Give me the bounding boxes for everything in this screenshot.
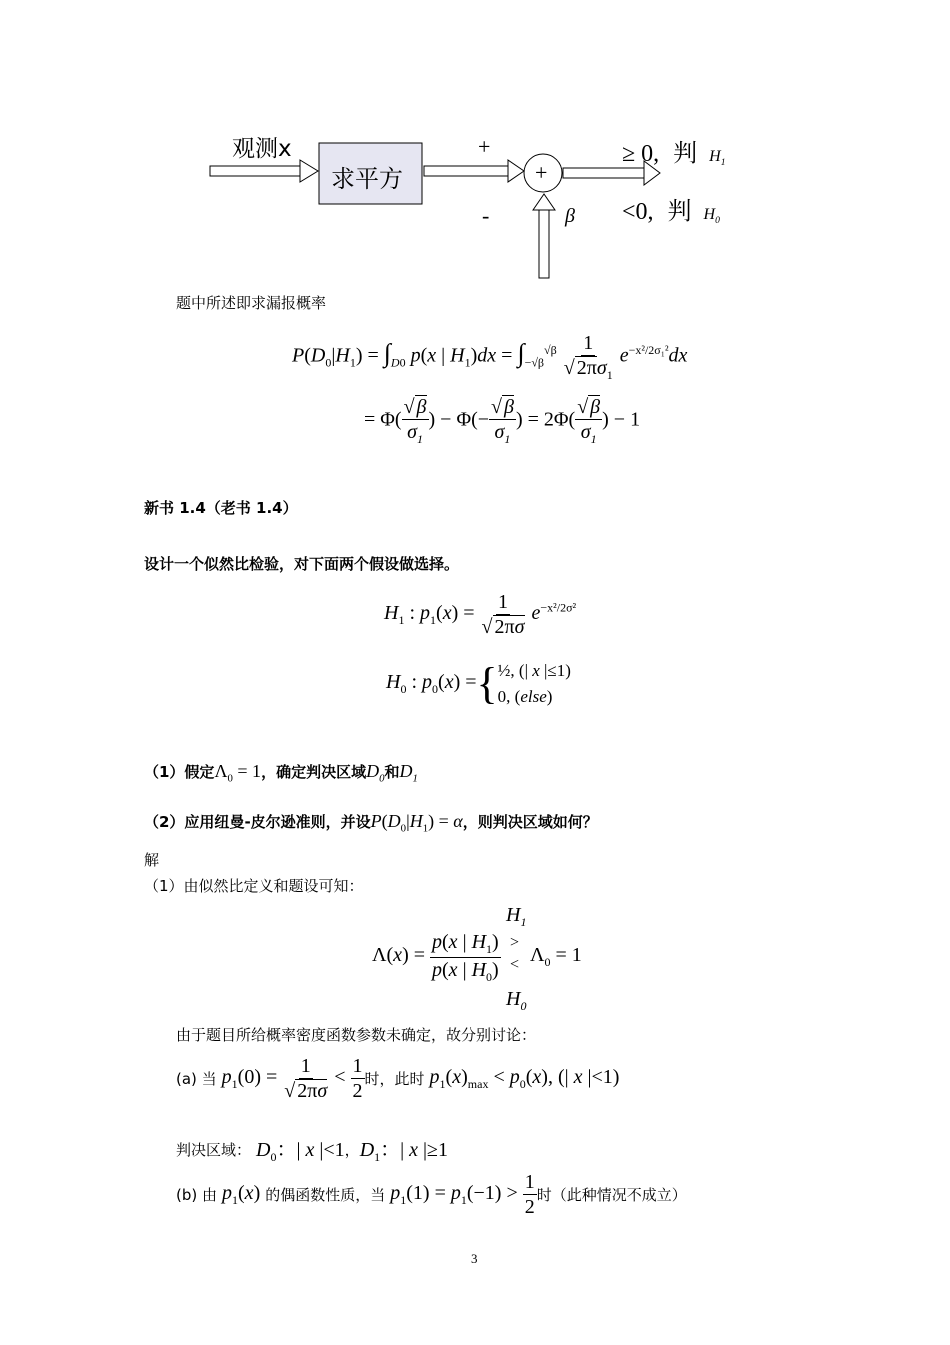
beta-arrow <box>533 194 555 278</box>
likelihood-ratio-eq: $H_1$ Λ(x) = $\frac{p(x | H_1)}{p(x | H_0)}$ > < $\Lambda_0 = 1$ $H_0$ <box>372 904 582 1013</box>
h0-definition: $H_0$ : $p_0(x)$ = { ½, (| x |≤1) 0, (else) <box>386 658 571 708</box>
answer-label: 解 <box>144 851 160 869</box>
phi-result-eq: = Φ( $\frac{√ \beta}{\sigma_1}$ ) − Φ(− $\frac{√ \beta}{\sigma_1}$ ) = 2Φ( $\frac{√ \beta}{\sigma_1}$ ) − 1 <box>364 396 641 446</box>
beta-label: β <box>565 205 575 227</box>
page-number: 3 <box>471 1251 478 1266</box>
output-ge: ≥ 0, 判 $H_1$ <box>622 139 726 169</box>
answer-1: （1）由似然比定义和题设可知： <box>144 877 364 895</box>
box-to-adder-arrow <box>424 160 524 182</box>
box-label: 求平方 <box>331 165 403 193</box>
plus-label: + <box>478 134 491 159</box>
section-title: 新书 1.4（老书 1.4） <box>144 499 298 517</box>
decision-region: 判决区域： $D_0$：| x |<1 ， $D_1$：| x |≥1 <box>176 1139 449 1164</box>
input-arrow <box>210 160 318 182</box>
intro-line: 题中所述即求漏报概率 <box>176 294 327 312</box>
h1-definition: $H_1$ : $p_1(x)$ = $\frac{1}{√ 2\pi\sigma}$ $e^{-x^2/2\sigma^2}$ <box>384 591 577 638</box>
question-2: （2）应用纽曼-皮尔逊准则，并设$P(D_0|H_1) = \alpha$，则判决区域如何？ <box>144 811 598 835</box>
output-lt: <0, 判 $H_0$ <box>622 197 720 227</box>
case-a: (a) 当 $p_1(0)$ = $\frac{1}{√ 2\pi\sigma}$ < $\frac{1}{2}$ 时，此时 $p_1(x)_{max} < p_0(x)$, (| x |<1) <box>176 1055 620 1102</box>
minus-label: - <box>482 203 490 228</box>
question-1: （1）假定$\Lambda_0 = 1$，确定判决区域$D_0$和$D_1$ <box>144 761 418 785</box>
block-diagram <box>0 0 950 290</box>
input-label: 观测x <box>232 136 292 162</box>
case-b: (b) 由 $p_1(x)$ 的偶函数性质，当 $p_1(1) = p_1(-1)$ > $\frac{1}{2}$ 时（此种情况不成立） <box>176 1171 687 1218</box>
miss-probability-eq: $P(D_0|H_1) = \int_{D0}$ p(x | $H_1)dx = \int_{-√\beta}^{√\beta}$ $\frac{1}{√ 2\pi\sigma_1}$ $e^{-x^2/2\sigma_1^2}dx$ <box>292 332 688 382</box>
answer-1-note: 由于题目所给概率密度函数参数未确定，故分别讨论： <box>176 1026 537 1044</box>
problem-statement: 设计一个似然比检验，对下面两个假设做选择。 <box>144 555 460 573</box>
adder-symbol: + <box>535 160 548 185</box>
